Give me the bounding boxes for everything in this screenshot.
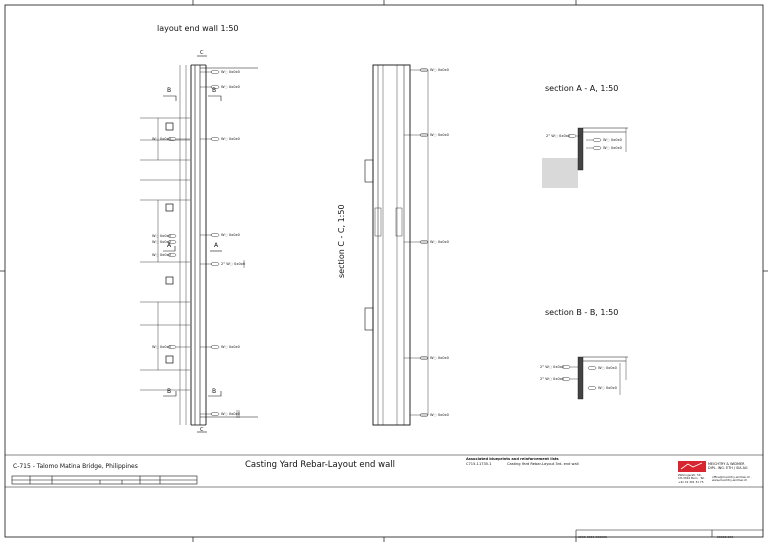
section-b-title: section B - B, 1:50 xyxy=(545,308,619,317)
rebar-tag: W◌ 0x0x0 xyxy=(430,133,449,137)
project-name: C-715 - Talomo Matina Bridge, Philippines xyxy=(13,463,138,470)
rebar-tag: W◌ 0x0x0 xyxy=(221,137,240,141)
layout-view-title: layout end wall 1:50 xyxy=(157,24,239,33)
company-line-2: DIPL. ING. ETH / SIA AG xyxy=(708,466,748,470)
sheet-number: 00000.000 xyxy=(717,535,734,539)
cut-mark-b: B xyxy=(212,388,217,395)
layout-end-wall-view xyxy=(140,56,258,432)
rebar-tag: W◌ 0x0x0 xyxy=(221,345,240,349)
associated-header: Associated blueprints and reinforcement lists xyxy=(466,457,559,461)
rebar-tag: W◌ 0x0x0 xyxy=(430,68,449,72)
cut-mark-b: B xyxy=(212,87,217,94)
section-a-title: section A - A, 1:50 xyxy=(545,84,619,93)
drawing-title: Casting Yard Rebar-Layout end wall xyxy=(245,460,395,470)
rebar-tag: W◌ 0x0x0 xyxy=(430,240,449,244)
company-line-1: MEICHTRY & WIDMER xyxy=(708,462,745,466)
rebar-tag: W◌ 0x0x0 xyxy=(221,412,240,416)
company-contact: office@meichtry-widmer.ch · www.meichtry-widmer.ch xyxy=(712,475,753,483)
cut-mark-a: A xyxy=(214,242,219,249)
company-logo xyxy=(678,461,706,472)
cut-mark-b: B xyxy=(167,87,172,94)
rebar-tag: W◌ 0x0x0 xyxy=(603,138,622,142)
drawing-number: C715-11735.1 xyxy=(466,462,492,466)
cut-mark-c: C xyxy=(200,427,204,433)
rebar-tag: W◌ 0x0x0 xyxy=(603,146,622,150)
company-address: Zähringerstr. 59 · CH-3012 Bern · Tel. +41 31 301 31 75 xyxy=(678,473,705,484)
rebar-tag: W◌ 0x0x0 xyxy=(152,253,171,257)
rebar-tag: 2° W◌ 0x0x0 xyxy=(546,134,571,138)
rebar-tag: W◌ 0x0x0 xyxy=(598,366,617,370)
section-c-title: section C - C, 1:50 xyxy=(337,204,346,278)
company-name xyxy=(708,462,748,470)
rebar-tag: 2° W◌ 0x0x0 xyxy=(540,377,565,381)
rebar-tag: W◌ 0x0x0 xyxy=(152,234,171,238)
section-b-view xyxy=(562,357,628,399)
cut-mark-c: C xyxy=(200,50,204,56)
drawing-reference: Casting Yard Rebar-Layout 3rd. end wall xyxy=(507,462,579,466)
rebar-tag: W◌ 0x0x0 xyxy=(152,240,171,244)
sheet-id: 0000-0000-000000 xyxy=(578,535,607,539)
cut-mark-a: A xyxy=(167,242,172,249)
section-c-view xyxy=(365,65,428,425)
rebar-tag: W◌ 0x0x0 xyxy=(430,413,449,417)
rebar-tag: W◌ 0x0x0 xyxy=(598,386,617,390)
rebar-tag: W◌ 0x0x0 xyxy=(430,356,449,360)
rebar-tag: W◌ 0x0x0 xyxy=(221,233,240,237)
rebar-tag: W◌ 0x0x0 xyxy=(221,85,240,89)
rebar-tag: W◌ 0x0x0 xyxy=(152,137,171,141)
rebar-tag: W◌ 0x0x0 xyxy=(152,345,171,349)
rebar-tag: W◌ 0x0x0 xyxy=(221,70,240,74)
cut-mark-b: B xyxy=(167,388,172,395)
rebar-tag: 2° W◌ 0x0x0 xyxy=(540,365,565,369)
rebar-tag: 2° W◌ 0x0x0 xyxy=(221,262,246,266)
